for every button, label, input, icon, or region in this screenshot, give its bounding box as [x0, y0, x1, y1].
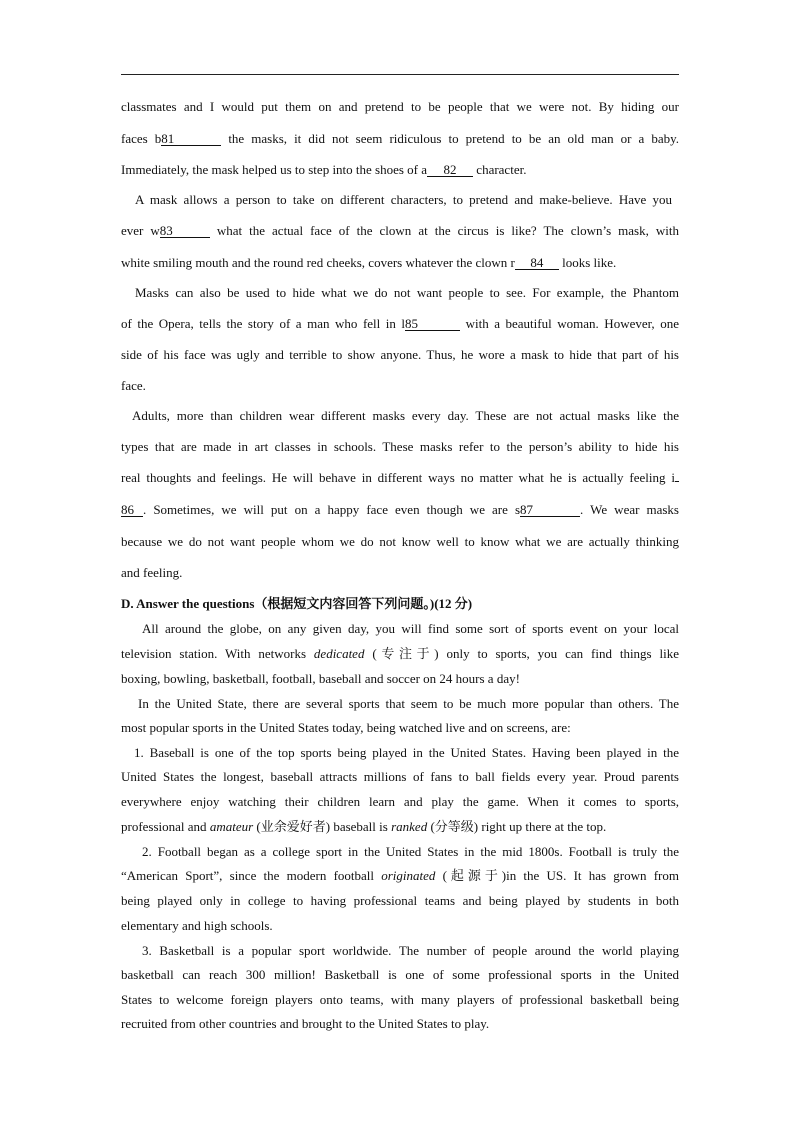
cloze-line-6: white smiling mouth and the round red cheeks, covers whatever the clown r 84 looks like. [121, 255, 617, 270]
cloze-line-13: real thoughts and feelings. He will behave in different ways no matter what he is actually feeling i [121, 470, 679, 486]
cloze-line-16: and feeling. [121, 565, 183, 580]
blank-82[interactable]: 82 [427, 163, 473, 177]
p5-line-4: recruited from other countries and brought to the United States to play. [121, 1016, 490, 1031]
p4-line-3: being played only in college to having professional teams and being played by students in both [121, 893, 679, 908]
blank-85[interactable]: 85 [405, 317, 460, 331]
p3-line-4: professional and amateur (业余爱好者) baseball is ranked (分等级) right up there at the top. [121, 819, 607, 834]
cloze-line-5: ever w83 what the actual face of the clown at the circus is like? The clown’s mask, with [121, 223, 680, 238]
p1-line-1: All around the globe, on any given day, you will find some sort of sports event on your local [142, 621, 679, 636]
p1-line-2: television station. With networks dedicated (专注于) only to sports, you can find things like [121, 646, 679, 661]
p5-line-1: 3. Basketball is a popular sport worldwide. The number of people around the world playing [142, 943, 679, 958]
cloze-line-14: 86 . Sometimes, we will put on a happy face even though we are s87 . We wear masks [121, 502, 679, 517]
p3-line-2: United States the longest, baseball attracts millions of fans to ball fields every year. Proud parents [121, 769, 679, 784]
cloze-line-10: face. [121, 378, 146, 393]
cloze-line-2: faces b81 the masks, it did not seem ridiculous to pretend to be an old man or a baby. [121, 131, 680, 146]
p4-line-2: “American Sport”, since the modern football originated (起源于)in the US. It has grown from [121, 868, 679, 883]
cloze-line-9: side of his face was ugly and terrible to show anyone. Thus, he wore a mask to hide that part of his [121, 347, 679, 362]
header-rule [121, 74, 679, 75]
blank-86[interactable]: 86 [121, 503, 143, 517]
p2-line-1: In the United State, there are several sports that seem to be much more popular than others. The [138, 696, 679, 711]
blank-87[interactable]: 87 [520, 503, 580, 517]
p1-line-3: boxing, bowling, basketball, football, baseball and soccer on 24 hours a day! [121, 671, 520, 686]
p5-line-3: States to welcome foreign players onto teams, with many players of professional basketball being [121, 992, 679, 1007]
p4-line-4: elementary and high schools. [121, 918, 273, 933]
blank-84[interactable]: 84 [515, 256, 559, 270]
p3-line-3: everywhere enjoy watching their children learn and play the game. When it comes to sports, [121, 794, 679, 809]
p2-line-2: most popular sports in the United States today, being watched live and on screens, are: [121, 720, 571, 735]
cloze-line-4: A mask allows a person to take on different characters, to pretend and make-believe. Have you [135, 192, 672, 207]
blank-83[interactable]: 83 [160, 224, 210, 238]
blank-81[interactable]: 81 [161, 132, 221, 146]
p3-line-1: 1. Baseball is one of the top sports being played in the United States. Having been played in the [134, 745, 679, 760]
p4-line-1: 2. Football began as a college sport in the United States in the mid 1800s. Football is truly the [142, 844, 679, 859]
cloze-line-1: classmates and I would put them on and pretend to be people that we were not. By hiding our [121, 99, 679, 114]
cloze-line-7: Masks can also be used to hide what we do not want people to see. For example, the Phantom [135, 285, 679, 300]
cloze-line-8: of the Opera, tells the story of a man who fell in l85 with a beautiful woman. However, one [121, 316, 679, 331]
blank-86-start[interactable] [675, 481, 679, 482]
cloze-line-3: Immediately, the mask helped us to step into the shoes of a 82 character. [121, 162, 527, 177]
section-d-heading: D. Answer the questions（根据短文内容回答下列问题。)(12 分) [121, 596, 473, 611]
cloze-line-11: Adults, more than children wear different masks every day. These are not actual masks like the [132, 408, 679, 423]
p5-line-2: basketball can reach 300 million! Basketball is one of some professional sports in the United [121, 967, 679, 982]
cloze-line-12: types that are made in art classes in schools. These masks refer to the person’s ability to hide his [121, 439, 679, 454]
cloze-line-15: because we do not want people whom we do not know well to know what we are actually thinking [121, 534, 679, 549]
